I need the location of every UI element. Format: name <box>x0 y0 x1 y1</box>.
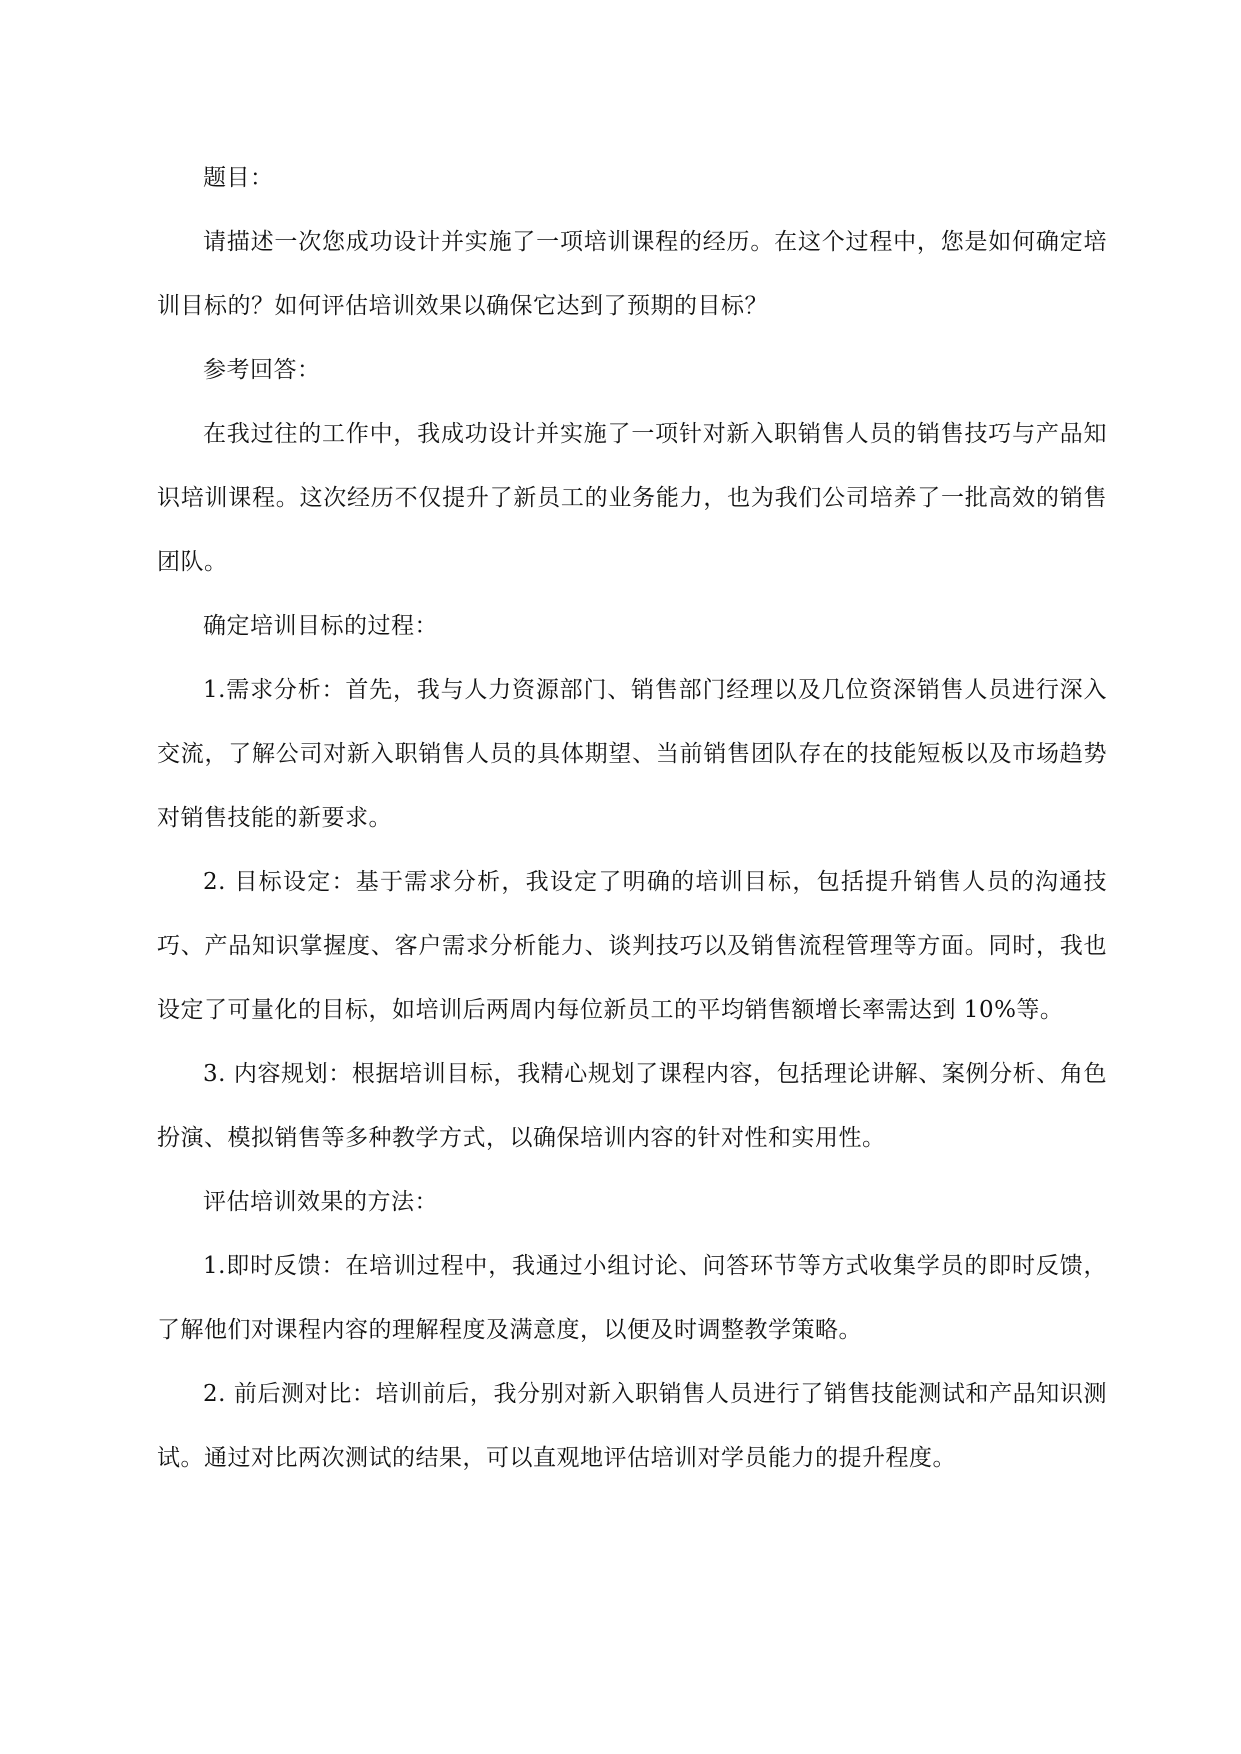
goal-step-content-planning: 3. 内容规划：根据培训目标，我精心规划了课程内容，包括理论讲解、案例分析、角色扮演、模拟销售等多种教学方式，以确保培训内容的针对性和实用性。 <box>157 1061 1107 1151</box>
question-text: 请描述一次您成功设计并实施了一项培训课程的经历。在这个过程中，您是如何确定培训目标的？如何评估培训效果以确保它达到了预期的目标？ <box>157 229 1107 319</box>
eval-step-instant-feedback: 1.即时反馈：在培训过程中，我通过小组讨论、问答环节等方式收集学员的即时反馈，了解他们对课程内容的理解程度及满意度，以便及时调整教学策略。 <box>157 1253 1107 1343</box>
document-body <box>157 146 1107 1490</box>
question-heading: 题目： <box>203 165 274 191</box>
section-heading-goals: 确定培训目标的过程： <box>203 613 438 639</box>
section-heading-evaluation: 评估培训效果的方法： <box>203 1189 438 1215</box>
goal-step-goal-setting: 2. 目标设定：基于需求分析，我设定了明确的培训目标，包括提升销售人员的沟通技巧、产品知识掌握度、客户需求分析能力、谈判技巧以及销售流程管理等方面。同时，我也设定了可量化的目标，如培训后两周内每位新员工的平均销售额增长率需达到 10%等。 <box>157 869 1107 1023</box>
answer-heading: 参考回答： <box>203 357 321 383</box>
goal-step-needs-analysis: 1.需求分析：首先，我与人力资源部门、销售部门经理以及几位资深销售人员进行深入交流，了解公司对新入职销售人员的具体期望、当前销售团队存在的技能短板以及市场趋势对销售技能的新要求。 <box>157 677 1107 831</box>
answer-intro: 在我过往的工作中，我成功设计并实施了一项针对新入职销售人员的销售技巧与产品知识培训课程。这次经历不仅提升了新员工的业务能力，也为我们公司培养了一批高效的销售团队。 <box>157 421 1107 575</box>
eval-step-pre-post-test: 2. 前后测对比：培训前后，我分别对新入职销售人员进行了销售技能测试和产品知识测试。通过对比两次测试的结果，可以直观地评估培训对学员能力的提升程度。 <box>157 1381 1107 1471</box>
